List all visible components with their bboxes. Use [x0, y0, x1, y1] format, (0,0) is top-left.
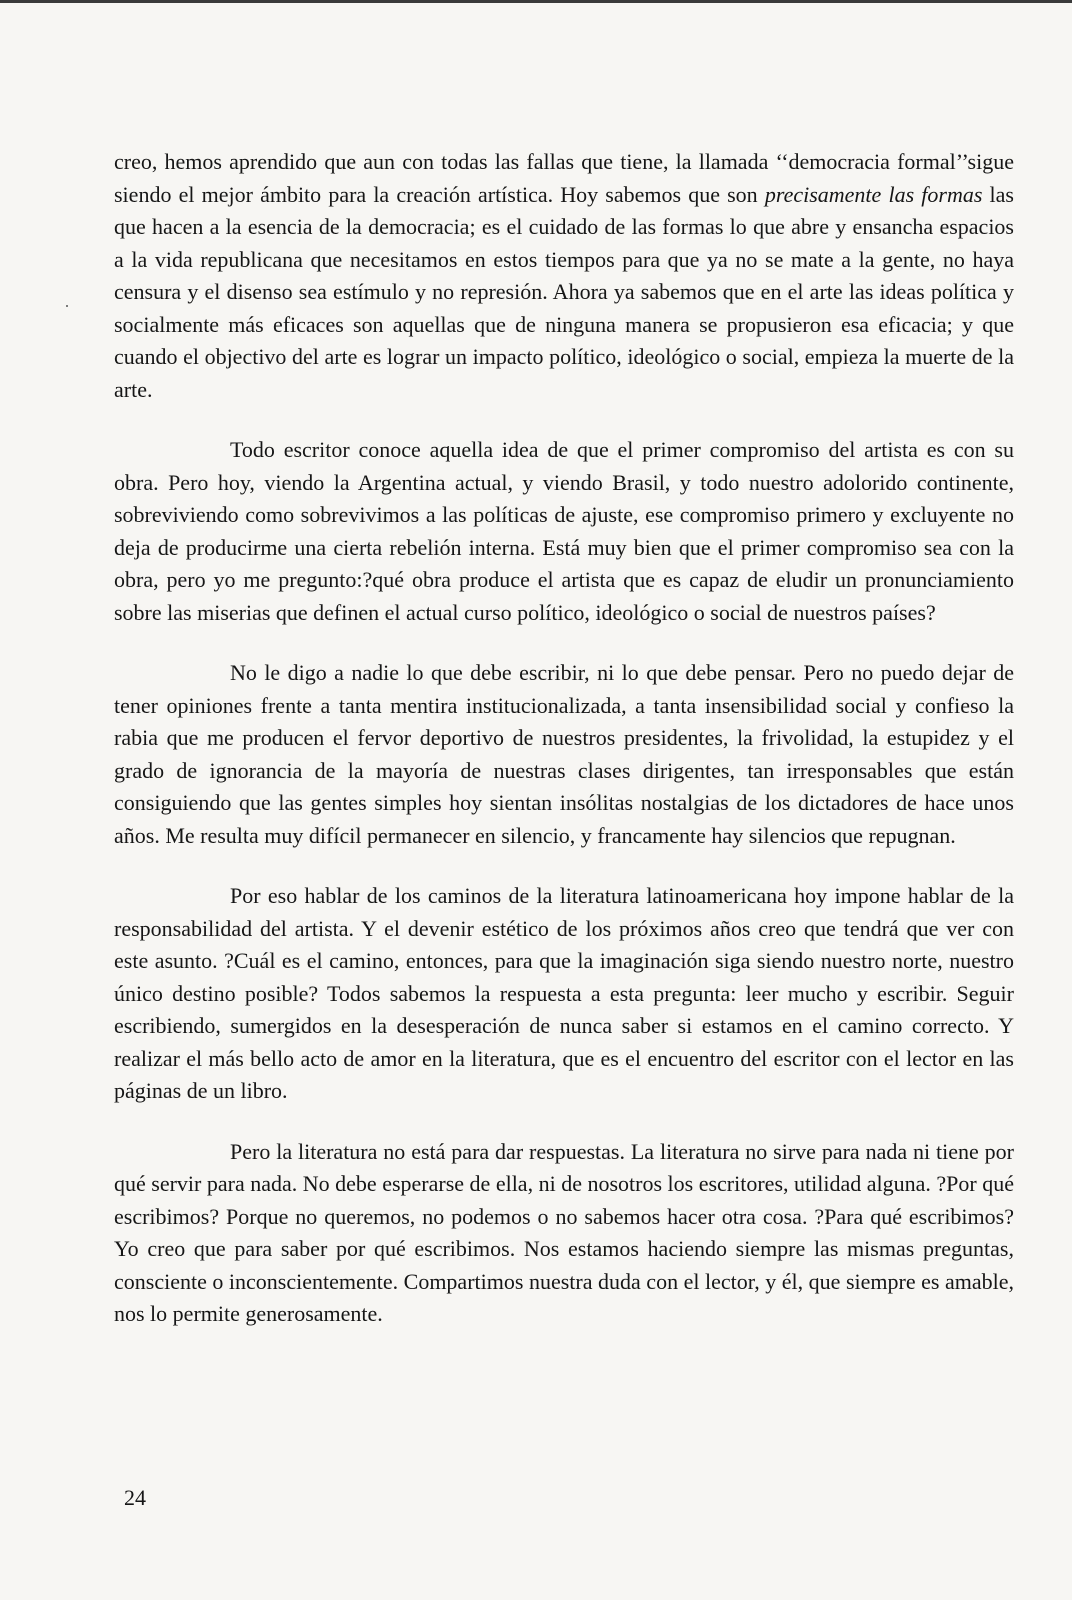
- paragraph-1-emphasis: precisamente las formas: [764, 181, 983, 207]
- paragraph-5: Pero la literatura no está para dar respuestas. La literatura no sirve para nada ni tiene por qué servir para nada. No debe esperarse de ella, ni de nosotros los escritores, utilidad alguna. ?Por qué escribimos? Porque no queremos, no podemos o no sabemos hacer otra cosa. ?Para qué escribimos? Yo creo que para saber por qué escribimos. Nos estamos haciendo siempre las mismas preguntas, consciente o inconscientemente. Compartimos nuestra duda con el lector, y él, que siempre es amable, nos lo permite generosamente.: [114, 1138, 1014, 1326]
- page-number: 24: [124, 1485, 146, 1510]
- scan-edge: [0, 0, 1072, 3]
- paragraph-1-text-a: creo, hemos aprendido que aun con todas las fallas que tiene, la llamada ‘‘democracia formal’’sigue siendo el mejor ámbito para la creación artística. Hoy sabemos que son: [114, 149, 1014, 207]
- paragraph-2: Todo escritor conoce aquella idea de que el primer compromiso del artista es con su obra. Pero hoy, viendo la Argentina actual, y viendo Brasil, y todo nuestro adolorido continente, sobreviviendo como sobrevivimos a las políticas de ajuste, ese compromiso primero y excluyente no deja de producirme una cierta rebelión interna. Está muy bien que el primer compromiso sea con la obra, pero yo me pregunto:?qué obra produce el artista que es capaz de eludir un pronunciamiento sobre las miserias que definen el actual curso político, ideológico o social de nuestros países?: [114, 437, 1014, 625]
- paragraph-1-text-b: las que hacen a la esencia de la democracia; es el cuidado de las formas lo que abre y ensancha espacios a la vida republicana que necesitamos en estos tiempos para que ya no se mate a la gente, no haya censura y el disenso sea estímulo y no represión. Ahora ya sabemos que en el arte las ideas política y socialmente más eficaces son aquellas que de ninguna manera se propusieron esa eficacia; y que cuando el objectivo del arte es lograr un impacto político, ideológico o social, empieza la muerte de la arte.: [114, 181, 1014, 402]
- paragraph-1: [114, 146, 1014, 406]
- scan-speck: [66, 305, 68, 307]
- page-body: [114, 146, 1014, 1359]
- paragraph-3: No le digo a nadie lo que debe escribir, ni lo que debe pensar. Pero no puedo dejar de tener opiniones frente a tanta mentira institucionalizada, a tanta insensibilidad social y confieso la rabia que me producen el fervor deportivo de nuestros presidentes, la frivolidad, la estupidez y el grado de ignorancia de la mayoría de nuestras clases dirigentes, tan irresponsables que están consiguiendo que las gentes simples hoy sientan insólitas nostalgias de los dictadores de hace unos años. Me resulta muy difícil permanecer en silencio, y francamente hay silencios que repugnan.: [114, 660, 1014, 848]
- paragraph-4: Por eso hablar de los caminos de la literatura latinoamericana hoy impone hablar de la responsabilidad del artista. Y el devenir estético de los próximos años creo que tendrá que ver con este asunto. ?Cuál es el camino, entonces, para que la imaginación siga siendo nuestro norte, nuestro único destino posible? Todos sabemos la respuesta a esta pregunta: leer mucho y escribir. Seguir escribiendo, sumergidos en la desesperación de nunca saber si estamos en el camino correcto. Y realizar el más bello acto de amor en la literatura, que es el encuentro del escritor con el lector en las páginas de un libro.: [114, 883, 1014, 1103]
